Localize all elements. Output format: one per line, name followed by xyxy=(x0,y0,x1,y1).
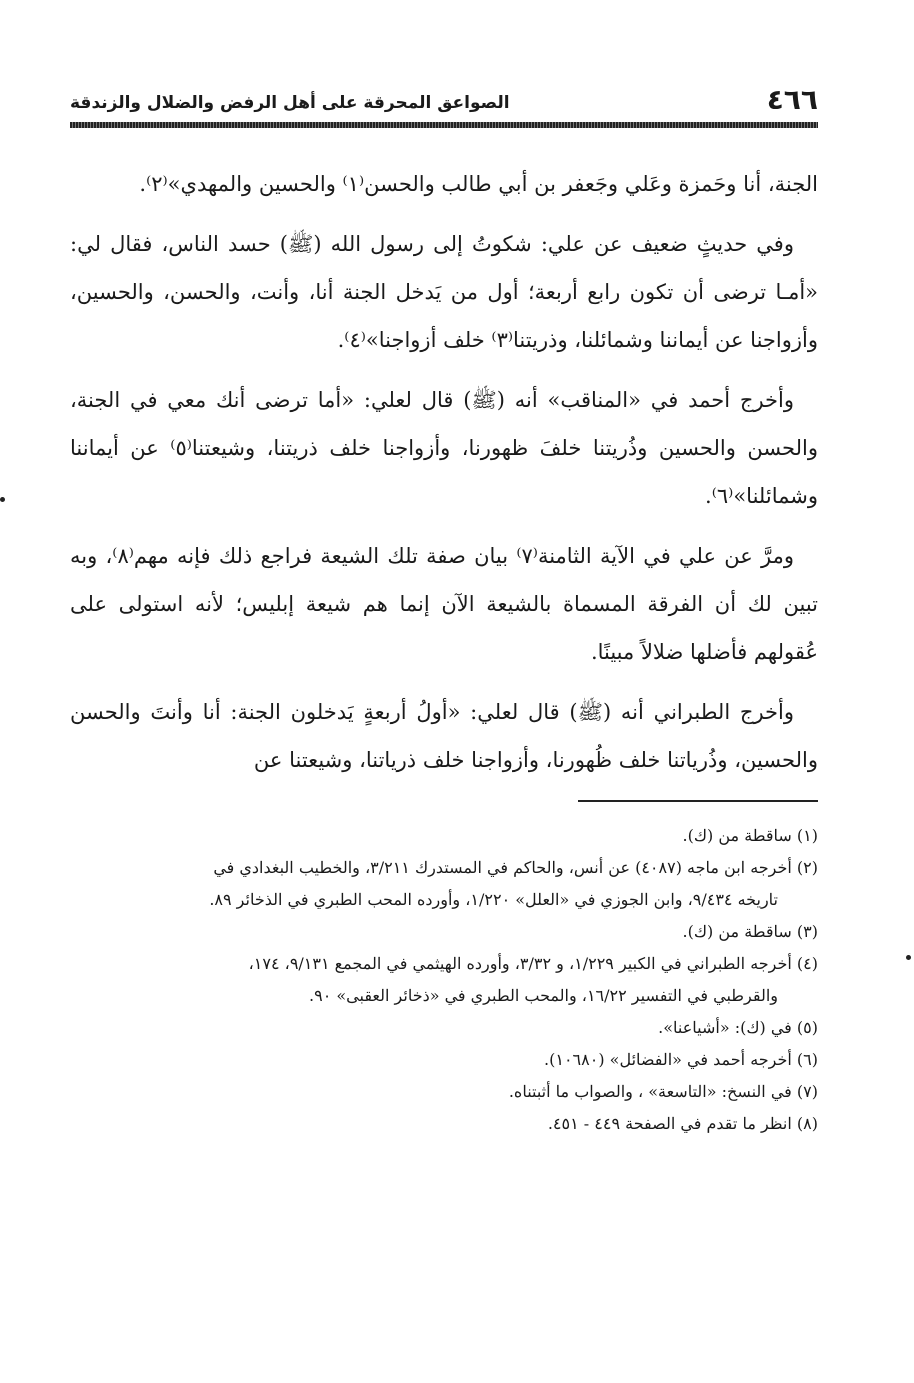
footnote-4 xyxy=(70,948,818,1012)
footnote-1 xyxy=(70,820,818,852)
page-number: ٤٦٦ xyxy=(766,83,818,116)
page-header xyxy=(70,78,818,116)
footnote-2 xyxy=(70,852,818,916)
footnote-8 xyxy=(70,1108,818,1140)
footnote-text: (٧) في النسخ: «التاسعة» ، والصواب ما أثبتناه. xyxy=(508,1082,818,1101)
paragraph-1: الجنة، أنا وحَمزة وعَلي وجَعفر بن أبي طالب والحسن⁽١⁾ والحسين والمهدي»⁽٢⁾. xyxy=(139,172,818,196)
footnote-text: (٣) ساقطة من (ك). xyxy=(682,922,818,941)
footnote-continuation: والقرطبي في التفسير ١٦/٢٢، والمحب الطبري في «ذخائر العقبى» ٩٠. xyxy=(309,986,778,1005)
paragraph-5: وأخرج الطبراني أنه (ﷺ) قال لعلي: «أولُ أربعةٍ يَدخلون الجنة: أنا وأنتَ والحسن والحسين، وذُرياتنا خلف ظُهورنا، وأزواجنا خلف ذرياتنا، وشيعتنا عن xyxy=(70,700,818,772)
footnote-5 xyxy=(70,1012,818,1044)
paragraph-4: ومرَّ عن علي في الآية الثامنة⁽٧⁾ بيان صفة تلك الشيعة فراجع ذلك فإنه مهم⁽٨⁾، وبه تبين لك أن الفرقة المسماة بالشيعة الآن إنما هم شيعة إبليس؛ لأنه استولى على عُقولهم فأضلها ضلالاً مبينًا. xyxy=(70,544,818,664)
footnote-text: (٤) أخرجه الطبراني في الكبير ١/٢٢٩، و ٣/٣٢، وأورده الهيثمي في المجمع ٩/١٣١، ١٧٤، xyxy=(248,954,818,973)
paragraph-3: وأخرج أحمد في «المناقب» أنه (ﷺ) قال لعلي: «أما ترضى أنك معي في الجنة، والحسن والحسين وذُريتنا خلفَ ظهورنا، وأزواجنا خلف ذريتنا، وشيعتنا⁽٥⁾ عن أيماننا وشمائلنا»⁽٦⁾. xyxy=(70,388,818,508)
footnote-continuation: تاريخه ٩/٤٣٤، وابن الجوزي في «العلل» ١/٢٢٠، وأورده المحب الطبري في الذخائر ٨٩. xyxy=(209,890,778,909)
book-page xyxy=(70,78,818,1358)
footnote-text: (١) ساقطة من (ك). xyxy=(682,826,818,845)
footnote-text: (٨) انظر ما تقدم في الصفحة ٤٤٩ - ٤٥١. xyxy=(547,1114,818,1133)
footnotes xyxy=(70,820,818,1140)
footnote-separator xyxy=(578,800,818,802)
main-text xyxy=(70,160,818,784)
footnote-text: (٢) أخرجه ابن ماجه (٤٠٨٧) عن أنس، والحاكم في المستدرك ٣/٢١١، والخطيب البغدادي في xyxy=(213,858,818,877)
running-title: الصواعق المحرقة على أهل الرفض والضلال والزندقة xyxy=(70,93,510,113)
paragraph-2: وفي حديثٍ ضعيف عن علي: شكوتُ إلى رسول الله (ﷺ) حسد الناس، فقال لي: «أمـا ترضى أن تكون رابع أربعة؛ أول من يَدخل الجنة أنا، وأنت، والحسن، والحسين، وأزواجنا عن أيماننا وشمائلنا، وذريتنا⁽٣⁾ خلف أزواجنا»⁽٤⁾. xyxy=(70,232,818,352)
header-rule xyxy=(70,122,818,128)
margin-mark xyxy=(906,955,911,960)
footnote-text: (٦) أخرجه أحمد في «الفضائل» (١٠٦٨٠). xyxy=(544,1050,818,1069)
footnote-text: (٥) في (ك): «أشياعنا». xyxy=(658,1018,818,1037)
margin-mark xyxy=(0,497,5,502)
footnote-3 xyxy=(70,916,818,948)
footnote-6 xyxy=(70,1044,818,1076)
footnote-7 xyxy=(70,1076,818,1108)
